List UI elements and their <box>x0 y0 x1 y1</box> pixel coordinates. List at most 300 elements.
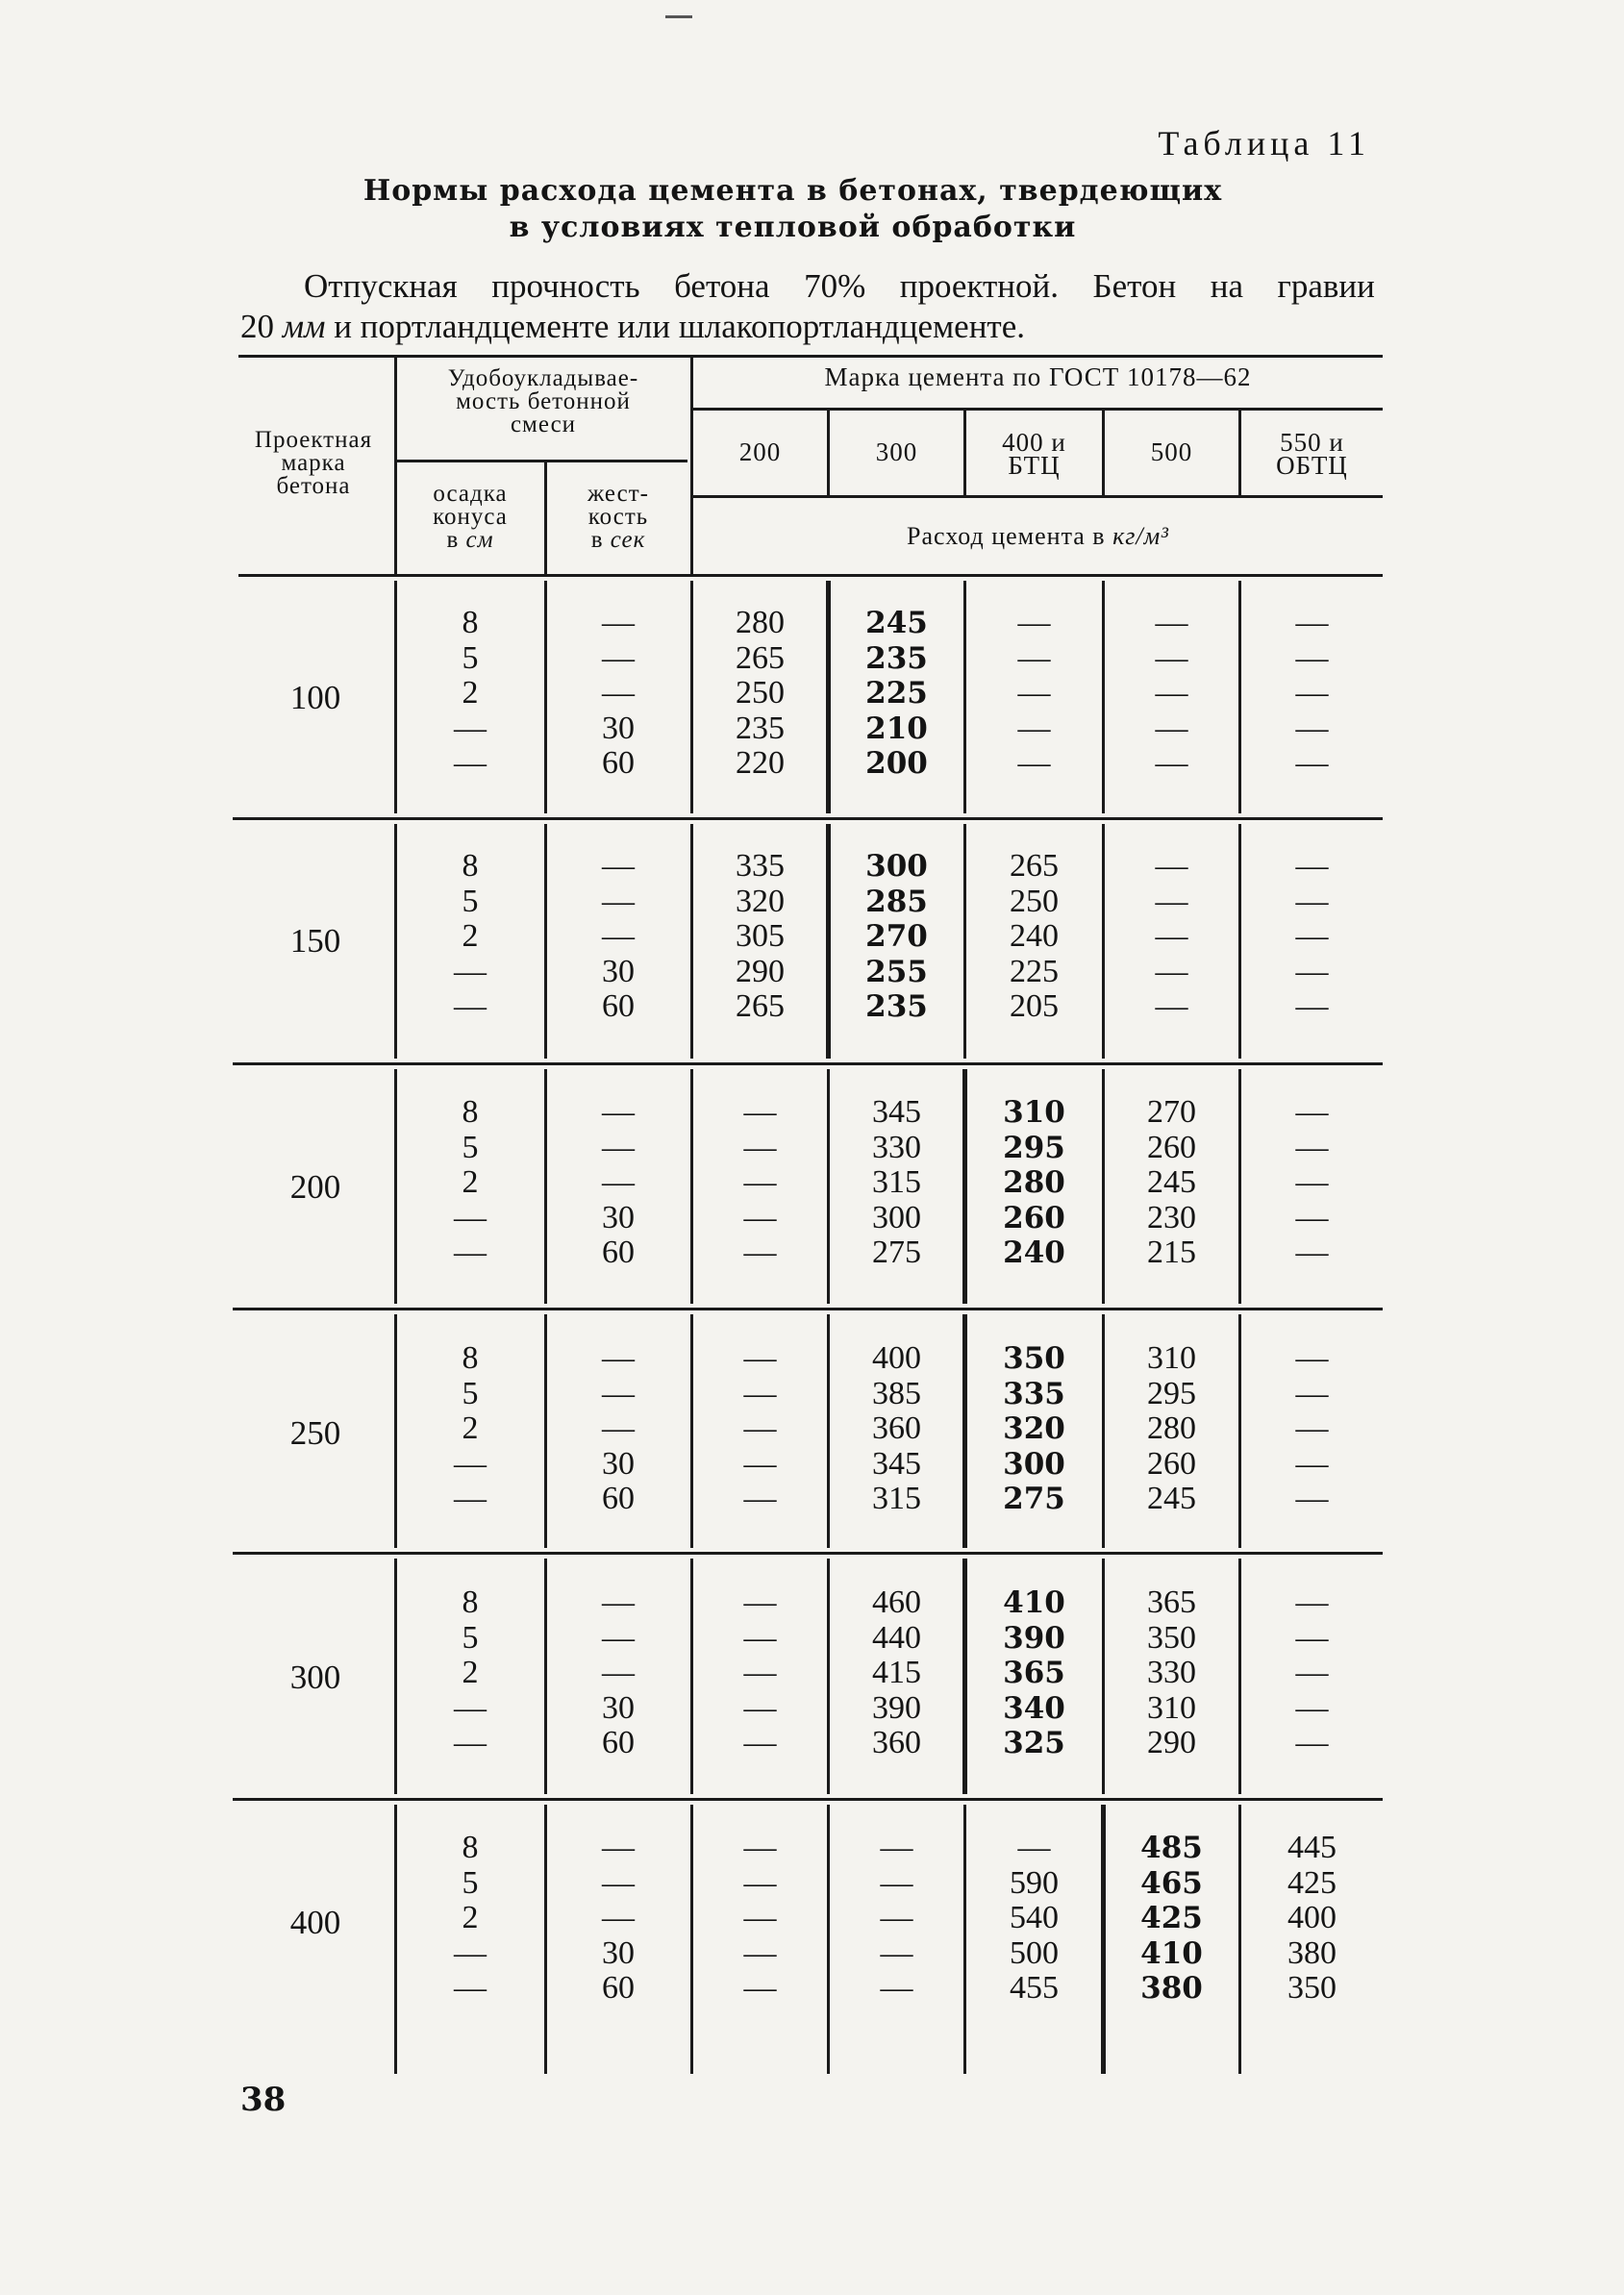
table-cell: — <box>602 883 635 919</box>
table-cell: 365 <box>1003 1656 1065 1690</box>
table-cell: 8 <box>462 1094 479 1130</box>
table-cell: — <box>1295 1235 1329 1270</box>
table-cell: — <box>880 1900 913 1935</box>
table-cell: 280 <box>1003 1165 1065 1200</box>
header-vline <box>544 462 547 574</box>
table-cell: 250 <box>1010 883 1059 919</box>
header-stiffness-line: кость <box>587 504 649 530</box>
table-cell: — <box>1295 1481 1329 1516</box>
table-cell: — <box>1295 639 1329 676</box>
header-slump-line: осадка <box>433 481 508 507</box>
value-column-slump <box>398 1831 542 2007</box>
value-column-stiffness <box>548 1341 688 1517</box>
table-cell: — <box>602 1900 635 1935</box>
table-cell: 5 <box>462 639 479 676</box>
concrete-grade: 250 <box>289 1414 341 1452</box>
note-unit: мм <box>282 308 326 345</box>
table-cell: — <box>1295 710 1329 746</box>
group-separator <box>233 817 1383 820</box>
table-cell: — <box>602 1584 635 1620</box>
table-cell: — <box>743 1689 777 1726</box>
page-number: 38 <box>240 2081 287 2119</box>
group-separator <box>233 1308 1383 1310</box>
table-cell: 315 <box>872 1481 921 1516</box>
value-column-stiffness <box>548 1585 688 1761</box>
table-cell: 295 <box>1147 1375 1196 1411</box>
table-cell: 60 <box>602 745 635 781</box>
table-cell: 8 <box>462 605 479 640</box>
value-column-slump <box>398 1341 542 1517</box>
header-cement-col-line: 200 <box>738 437 782 466</box>
table-cell: — <box>1295 605 1329 640</box>
table-cell: — <box>1295 953 1329 989</box>
table-cell: 390 <box>872 1689 921 1726</box>
table-cell: 235 <box>865 989 928 1024</box>
table-cell: 200 <box>865 746 928 781</box>
table-cell: — <box>1155 953 1188 989</box>
table-cell: 235 <box>736 710 785 746</box>
table-cell: 425 <box>1287 1864 1337 1901</box>
table-cell: — <box>1295 1164 1329 1200</box>
table-cell: 270 <box>865 919 928 954</box>
table-cell: 225 <box>1010 953 1059 989</box>
table-cell: 60 <box>602 1725 635 1760</box>
table-cell: — <box>743 1619 777 1656</box>
table-cell: 320 <box>1003 1411 1065 1446</box>
table-cell: — <box>743 1970 777 2006</box>
table-cell: — <box>602 639 635 676</box>
table-cell: 8 <box>462 1340 479 1376</box>
value-column-c550 <box>1241 849 1383 1025</box>
value-column-stiffness <box>548 849 688 1025</box>
note-word: гравии <box>1277 267 1375 305</box>
table-cell: 260 <box>1147 1129 1196 1165</box>
table-cell: 245 <box>865 606 928 640</box>
table-cell: — <box>743 1375 777 1411</box>
column-divider <box>544 581 547 813</box>
value-column-c300 <box>830 1341 963 1517</box>
rule-cement-cols <box>693 495 1383 498</box>
value-column-c550 <box>1241 1831 1383 2007</box>
table-cell: — <box>1295 883 1329 919</box>
table-cell: — <box>602 1655 635 1690</box>
note-word: 70% <box>804 267 866 305</box>
header-slump <box>398 483 542 552</box>
table-cell: 240 <box>1003 1235 1065 1270</box>
table-cell: 380 <box>1287 1934 1337 1971</box>
table-cell: — <box>1155 988 1188 1024</box>
table-cell: — <box>1155 745 1188 781</box>
table-cell: 30 <box>602 1689 635 1726</box>
table-cell: — <box>1295 1129 1329 1165</box>
note-word: проектной. <box>899 267 1059 305</box>
table-top-rule <box>238 355 1383 358</box>
table-cell: 330 <box>872 1129 921 1165</box>
header-consumption-unit: кг/м³ <box>1112 522 1169 550</box>
value-column-c200 <box>693 1095 827 1271</box>
table-cell: 280 <box>736 605 785 640</box>
table-cell: — <box>1295 1340 1329 1376</box>
table-cell: 460 <box>872 1584 921 1620</box>
header-grade <box>236 429 391 498</box>
table-cell: — <box>602 1164 635 1200</box>
table-cell: 335 <box>1003 1376 1065 1411</box>
note-word: прочность <box>491 267 640 305</box>
concrete-grade: 200 <box>289 1168 341 1206</box>
header-cement-col-line: 550 и <box>1280 428 1344 457</box>
table-cell: 465 <box>1140 1865 1203 1901</box>
table-cell: 60 <box>602 1970 635 2006</box>
concrete-grade: 300 <box>289 1659 341 1696</box>
table-cell: — <box>454 1481 487 1516</box>
table-cell: — <box>602 605 635 640</box>
table-cell: — <box>1155 710 1188 746</box>
table-cell: 235 <box>865 640 928 676</box>
value-column-c550 <box>1241 1095 1383 1271</box>
table-cell: 265 <box>1010 848 1059 884</box>
table-cell: 275 <box>1003 1482 1065 1516</box>
header-grade-line: Проектная <box>254 427 373 453</box>
table-cell: 335 <box>736 848 785 884</box>
table-cell: — <box>1155 639 1188 676</box>
table-cell: — <box>454 1934 487 1971</box>
table-cell: 360 <box>872 1410 921 1446</box>
table-cell: — <box>1295 1375 1329 1411</box>
table-cell: — <box>454 1689 487 1726</box>
table-cell: 310 <box>1003 1095 1065 1130</box>
header-workability-line: смеси <box>510 412 577 437</box>
table-cell: 205 <box>1010 988 1059 1024</box>
table-cell: — <box>1295 918 1329 954</box>
value-column-c500 <box>1105 849 1238 1025</box>
value-column-c400 <box>966 606 1102 782</box>
table-cell: — <box>602 675 635 711</box>
table-cell: — <box>1295 675 1329 711</box>
value-column-c200 <box>693 1831 827 2007</box>
table-cell: — <box>1295 745 1329 781</box>
table-note <box>240 266 1375 347</box>
table-title-line-2: в условиях тепловой обработки <box>509 211 1077 244</box>
header-grade-line: марка <box>281 450 346 476</box>
table-cell: 415 <box>872 1655 921 1690</box>
column-divider <box>394 1559 397 1794</box>
table-cell: 60 <box>602 988 635 1024</box>
table-cell: 240 <box>1010 918 1059 954</box>
table-cell: 500 <box>1010 1934 1059 1971</box>
table-cell: 350 <box>1147 1619 1196 1656</box>
table-cell: 210 <box>865 711 928 746</box>
table-cell: 30 <box>602 1445 635 1482</box>
value-column-c400 <box>966 1585 1102 1761</box>
header-consumption-text: Расход цемента в <box>907 522 1113 550</box>
table-cell: — <box>743 1934 777 1971</box>
header-workability <box>398 367 688 437</box>
table-cell: — <box>1017 710 1051 746</box>
table-cell: — <box>454 745 487 781</box>
header-cement-col-300 <box>830 437 963 466</box>
value-column-stiffness <box>548 1095 688 1271</box>
table-cell: 220 <box>736 745 785 781</box>
table-cell: 345 <box>872 1445 921 1482</box>
note-line-2-start: 20 <box>240 308 283 345</box>
table-cell: 5 <box>462 1375 479 1411</box>
header-cement-grade: Марка цемента по ГОСТ 10178—62 <box>824 362 1252 391</box>
table-cell: — <box>743 1094 777 1130</box>
table-cell: 2 <box>462 1900 479 1935</box>
value-column-c400 <box>966 1831 1102 2007</box>
header-cement-col-line: 400 и <box>1002 428 1066 457</box>
table-cell: 325 <box>1003 1726 1065 1760</box>
table-cell: — <box>743 1725 777 1760</box>
table-cell: — <box>1295 1689 1329 1726</box>
table-cell: — <box>880 1864 913 1901</box>
header-stiffness-prefix: в <box>590 527 611 553</box>
concrete-grade: 150 <box>289 922 341 960</box>
table-cell: — <box>743 1199 777 1235</box>
table-cell: — <box>743 1900 777 1935</box>
table-cell: 300 <box>872 1199 921 1235</box>
table-cell: 455 <box>1010 1970 1059 2006</box>
table-cell: — <box>880 1830 913 1865</box>
table-cell: 300 <box>1003 1446 1065 1482</box>
table-cell: — <box>602 1129 635 1165</box>
table-cell: 320 <box>736 883 785 919</box>
table-cell: 5 <box>462 883 479 919</box>
table-cell: — <box>880 1970 913 2006</box>
table-cell: 225 <box>865 676 928 711</box>
table-cell: — <box>602 1340 635 1376</box>
value-column-c400 <box>966 849 1102 1025</box>
table-cell: 2 <box>462 1655 479 1690</box>
table-cell: 400 <box>1287 1900 1337 1935</box>
table-cell: 345 <box>872 1094 921 1130</box>
table-cell: 295 <box>1003 1130 1065 1165</box>
table-cell: — <box>743 1864 777 1901</box>
column-divider <box>394 1314 397 1548</box>
table-cell: — <box>743 1235 777 1270</box>
table-cell: — <box>454 988 487 1024</box>
table-cell: 2 <box>462 675 479 711</box>
table-title <box>0 173 1624 246</box>
table-cell: 275 <box>872 1235 921 1270</box>
table-cell: 230 <box>1147 1199 1196 1235</box>
table-cell: — <box>602 1375 635 1411</box>
table-cell: — <box>454 710 487 746</box>
header-workability-line: мость бетонной <box>456 388 631 414</box>
group-separator <box>233 1798 1383 1801</box>
column-divider <box>544 824 547 1059</box>
rule-workability <box>396 460 687 462</box>
table-cell: — <box>743 1481 777 1516</box>
table-cell: 8 <box>462 848 479 884</box>
table-cell: — <box>1017 745 1051 781</box>
value-column-stiffness <box>548 1831 688 2007</box>
table-cell: — <box>880 1934 913 1971</box>
table-cell: 410 <box>1140 1935 1203 1971</box>
value-column-c200 <box>693 849 827 1025</box>
table-cell: — <box>1155 848 1188 884</box>
note-line-2-end: и портландцементе или шлакопортландцементе. <box>325 308 1026 345</box>
value-column-c500 <box>1105 1341 1238 1517</box>
value-column-stiffness <box>548 606 688 782</box>
header-cement-col-500 <box>1105 437 1238 466</box>
table-cell: 255 <box>865 954 928 989</box>
table-cell: 380 <box>1140 1971 1203 2006</box>
table-cell: 260 <box>1003 1200 1065 1235</box>
table-cell: — <box>1017 675 1051 711</box>
table-cell: — <box>454 1970 487 2006</box>
header-slump-line: конуса <box>433 504 508 530</box>
value-column-c550 <box>1241 1341 1383 1517</box>
table-cell: 5 <box>462 1864 479 1901</box>
table-cell: — <box>743 1584 777 1620</box>
table-cell: — <box>602 1410 635 1446</box>
table-cell: — <box>1295 1619 1329 1656</box>
table-cell: — <box>1155 675 1188 711</box>
value-column-c300 <box>830 1095 963 1271</box>
table-cell: 410 <box>1003 1585 1065 1620</box>
table-cell: — <box>1295 1199 1329 1235</box>
table-cell: — <box>1295 848 1329 884</box>
table-cell: — <box>743 1830 777 1865</box>
table-cell: 445 <box>1287 1830 1337 1865</box>
value-column-c500 <box>1105 1831 1238 2007</box>
table-cell: 360 <box>872 1725 921 1760</box>
table-cell: 425 <box>1140 1901 1203 1935</box>
table-cell: 385 <box>872 1375 921 1411</box>
table-cell: 400 <box>872 1340 921 1376</box>
table-cell: 350 <box>1287 1970 1337 2006</box>
value-column-c300 <box>830 849 963 1025</box>
header-cement-col-line: 300 <box>875 437 918 466</box>
table-cell: — <box>1295 1094 1329 1130</box>
value-column-slump <box>398 606 542 782</box>
table-cell: — <box>743 1164 777 1200</box>
value-column-c550 <box>1241 1585 1383 1761</box>
table-cell: — <box>1155 883 1188 919</box>
column-divider <box>544 1314 547 1548</box>
table-cell: 8 <box>462 1584 479 1620</box>
value-column-c300 <box>830 1585 963 1761</box>
table-cell: 270 <box>1147 1094 1196 1130</box>
table-cell: — <box>743 1129 777 1165</box>
table-cell: — <box>454 1199 487 1235</box>
table-cell: 30 <box>602 1934 635 1971</box>
column-divider <box>544 1069 547 1304</box>
table-cell: 440 <box>872 1619 921 1656</box>
header-cement-col-550 <box>1241 428 1383 480</box>
note-word: на <box>1210 267 1243 305</box>
table-cell: — <box>454 1445 487 1482</box>
header-stiffness-line: жест- <box>587 481 649 507</box>
header-slump-line <box>398 529 542 552</box>
table-cell: 330 <box>1147 1655 1196 1690</box>
table-cell: — <box>743 1340 777 1376</box>
table-cell: — <box>1295 1410 1329 1446</box>
table-cell: 5 <box>462 1619 479 1656</box>
table-cell: 390 <box>1003 1620 1065 1656</box>
table-cell: — <box>1155 918 1188 954</box>
header-workability-line: Удобоукладывае- <box>447 365 639 391</box>
column-divider <box>544 1559 547 1794</box>
table-cell: — <box>1155 605 1188 640</box>
top-dash-mark <box>665 15 692 18</box>
value-column-c400 <box>966 1095 1102 1271</box>
value-column-slump <box>398 849 542 1025</box>
table-cell: — <box>1295 1445 1329 1482</box>
value-column-c550 <box>1241 606 1383 782</box>
table-cell: — <box>602 1830 635 1865</box>
table-cell: 250 <box>736 675 785 711</box>
table-cell: — <box>454 1725 487 1760</box>
column-divider <box>394 581 397 813</box>
table-cell: — <box>1295 988 1329 1024</box>
note-line-2 <box>240 307 1375 347</box>
table-cell: 30 <box>602 1199 635 1235</box>
note-line-1 <box>240 266 1375 307</box>
table-cell: — <box>602 918 635 954</box>
table-cell: 290 <box>1147 1725 1196 1760</box>
value-column-slump <box>398 1095 542 1271</box>
table-cell: 540 <box>1010 1900 1059 1935</box>
table-cell: 485 <box>1140 1831 1203 1865</box>
header-slump-unit: см <box>465 527 494 553</box>
table-cell: 265 <box>736 639 785 676</box>
header-cement-col-line: ОБТЦ <box>1276 451 1348 480</box>
note-word: бетона <box>674 267 770 305</box>
note-word: Отпускная <box>304 267 458 305</box>
table-title-line-1: Нормы расхода цемента в бетонах, твердеющих <box>362 174 1223 208</box>
table-cell: 60 <box>602 1235 635 1270</box>
column-divider <box>544 1805 547 2074</box>
header-stiffness <box>548 483 688 552</box>
table-label: Таблица 11 <box>1158 124 1370 162</box>
table-cell: 245 <box>1147 1481 1196 1516</box>
table-cell: 5 <box>462 1129 479 1165</box>
table-cell: — <box>454 953 487 989</box>
table-cell: — <box>1017 1830 1051 1865</box>
table-cell: 340 <box>1003 1690 1065 1726</box>
value-column-c200 <box>693 1585 827 1761</box>
column-divider <box>394 1805 397 2074</box>
table-cell: 305 <box>736 918 785 954</box>
table-cell: 300 <box>865 849 928 884</box>
table-cell: 30 <box>602 710 635 746</box>
column-divider <box>394 1069 397 1304</box>
table-cell: 2 <box>462 1164 479 1200</box>
table-cell: — <box>743 1445 777 1482</box>
value-column-c500 <box>1105 1095 1238 1271</box>
table-cell: — <box>1295 1725 1329 1760</box>
table-cell: — <box>602 1864 635 1901</box>
value-column-c500 <box>1105 1585 1238 1761</box>
group-separator <box>233 1552 1383 1555</box>
rule-cement-grade <box>693 408 1383 411</box>
table-cell: 260 <box>1147 1445 1196 1482</box>
table-cell: 245 <box>1147 1164 1196 1200</box>
note-word: Бетон <box>1092 267 1177 305</box>
table-cell: — <box>602 848 635 884</box>
header-vline <box>394 358 397 574</box>
table-cell: 30 <box>602 953 635 989</box>
header-cement-col-200 <box>693 437 827 466</box>
header-grade-line: бетона <box>276 473 351 499</box>
header-consumption <box>693 522 1383 550</box>
table-cell: 365 <box>1147 1584 1196 1620</box>
table-cell: 290 <box>736 953 785 989</box>
header-cement-col-400 <box>966 428 1102 480</box>
group-separator <box>233 1062 1383 1065</box>
